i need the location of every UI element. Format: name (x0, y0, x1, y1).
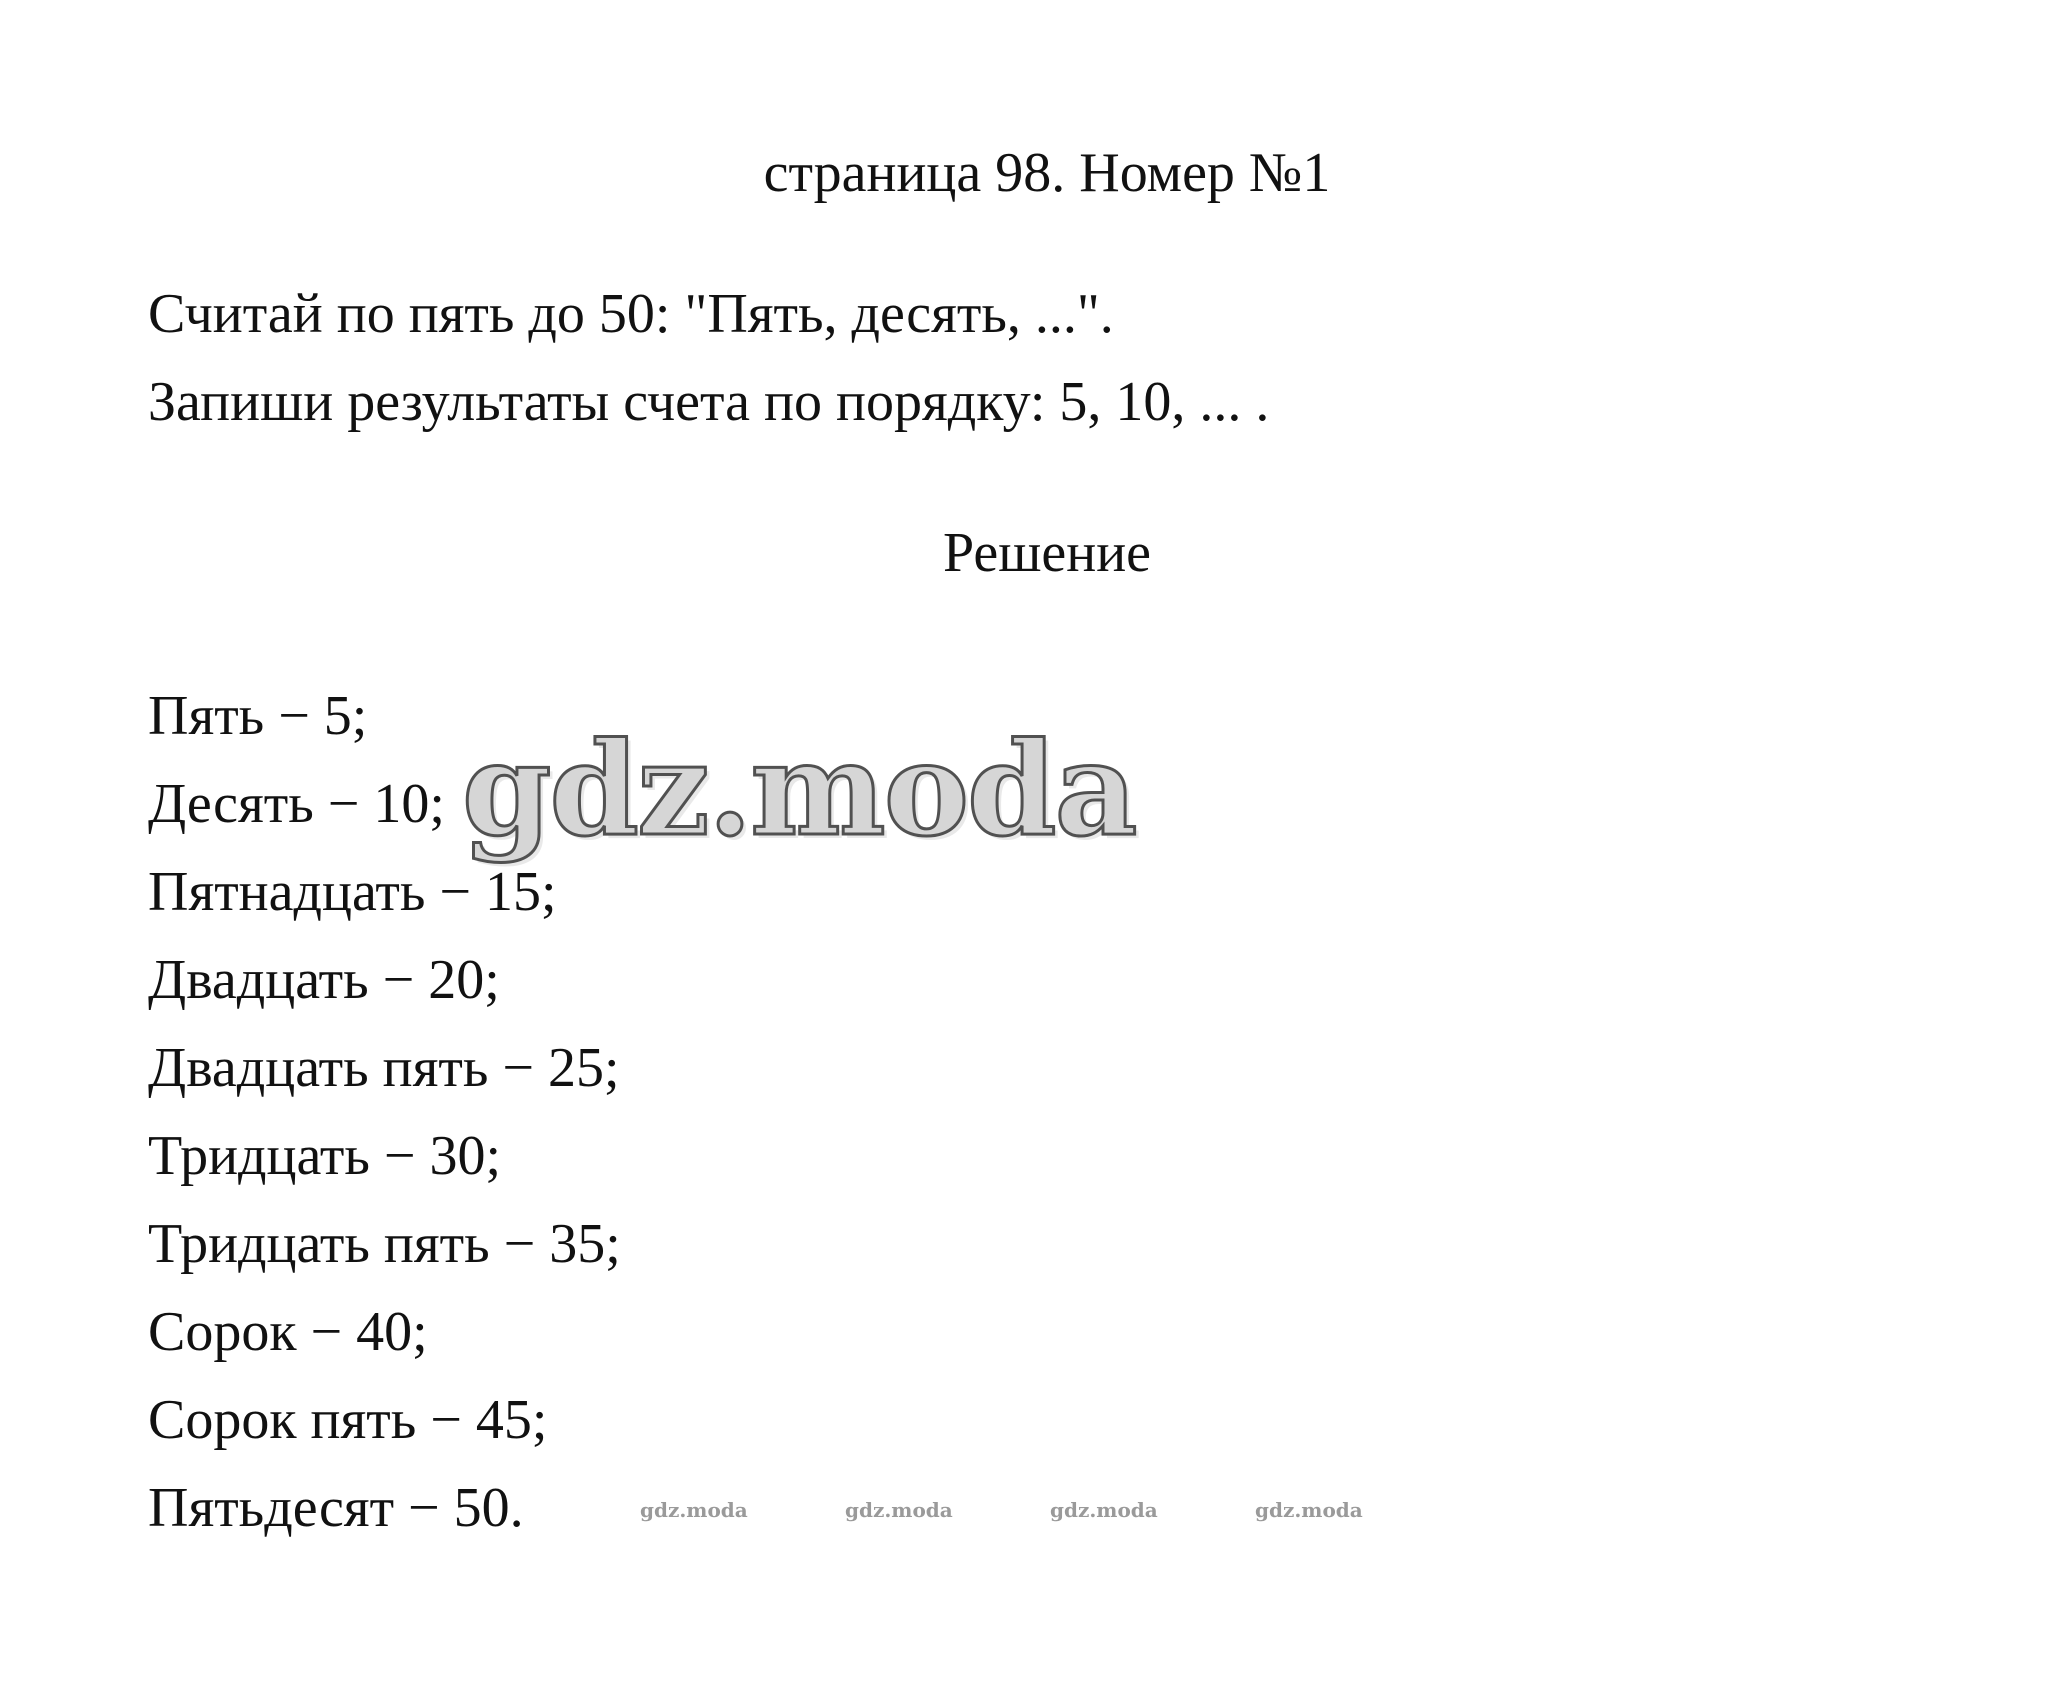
task-line-1: Считай по пять до 50: "Пять, десять, ...". (148, 283, 1114, 345)
watermark-small: gdz.moda (640, 1498, 748, 1522)
task-line-2: Запиши результаты счета по порядку: 5, 10, ... . (148, 371, 1270, 433)
solution-item: Тридцать пять − 35; (148, 1213, 621, 1275)
solution-item: Двадцать − 20; (148, 949, 500, 1011)
solution-item: Пятнадцать − 15; (148, 861, 557, 923)
solution-item: Двадцать пять − 25; (148, 1037, 620, 1099)
watermark-small: gdz.moda (845, 1498, 953, 1522)
watermark-small: gdz.moda (1255, 1498, 1363, 1522)
watermark-small: gdz.moda (1050, 1498, 1158, 1522)
task-statement (148, 270, 1269, 446)
solution-item: Пятьдесят − 50. (148, 1477, 524, 1539)
page-title: страница 98. Номер №1 (763, 142, 1331, 204)
solution-item: Десять − 10; (148, 773, 445, 835)
solution-item: Сорок − 40; (148, 1301, 428, 1363)
solution-heading: Решение (942, 522, 1152, 584)
solution-item: Тридцать − 30; (148, 1125, 502, 1187)
solution-item: Пять − 5; (148, 685, 368, 747)
watermark-logo: gdz.moda (462, 715, 1136, 865)
solution-item: Сорок пять − 45; (148, 1389, 548, 1451)
